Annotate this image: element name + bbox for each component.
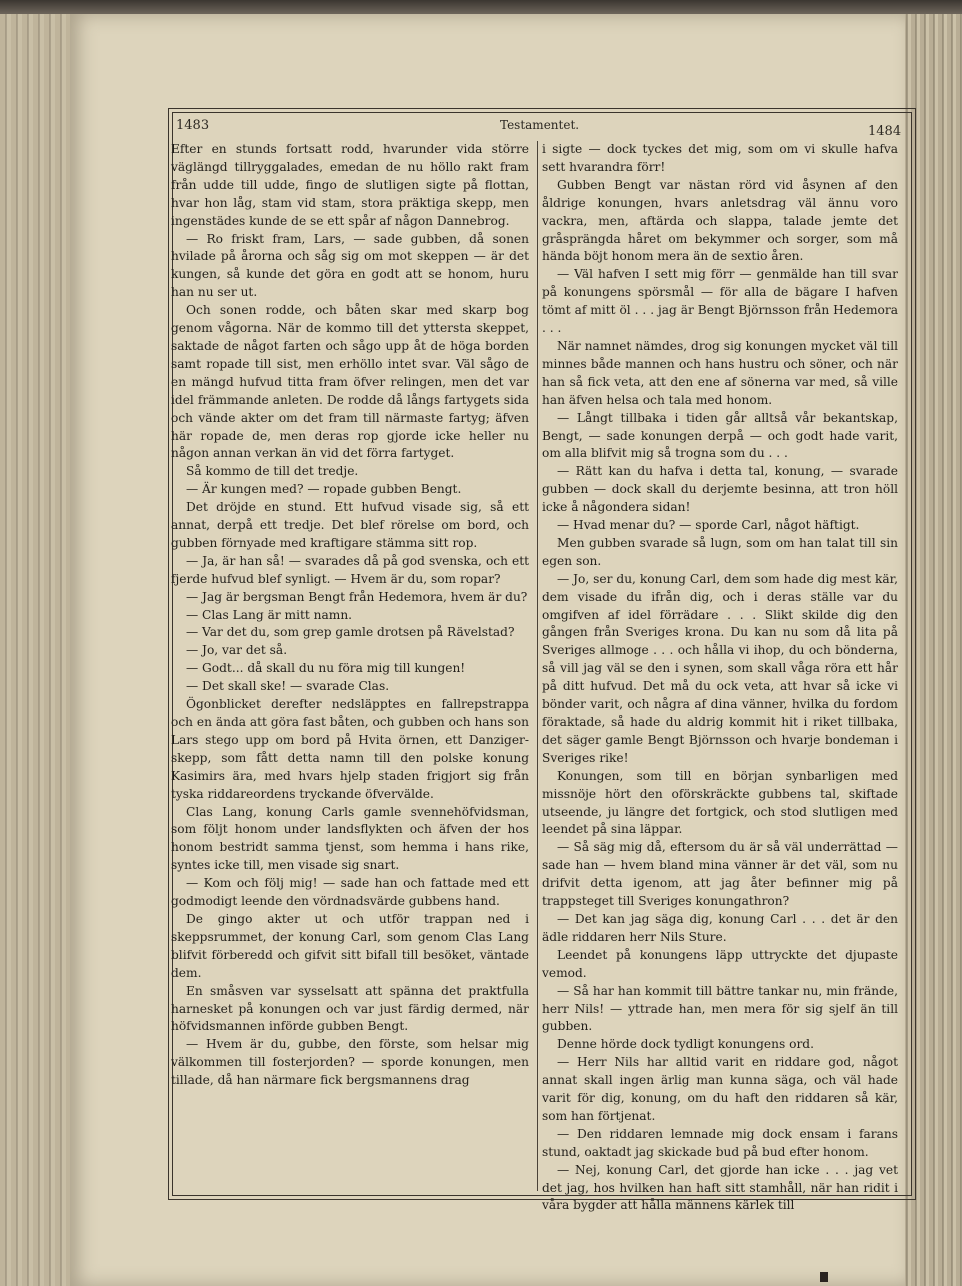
column-divider [537,141,538,1191]
paragraph: — Nej, konung Carl, det gjorde han icke . . . jag vet det jag, hos hvilken han haft sitt stamhåll, när han ridit i våra bygder att hålla männens kärlek till [542,1162,898,1213]
paragraph: Clas Lang, konung Carls gamle svennehöfvidsman, som följt honom under landsflykten och äfven der hos honom bestridt samma tjenst, som hemma i hans rike, syntes icke till, men visade sig snart. [171,804,529,873]
scan-corner-mark [820,1272,828,1282]
paragraph: — Herr Nils har alltid varit en riddare god, något annat skall ingen ärlig man kunna säga, och väl hade varit för dig, konung, om du haft den riddaren så kär, som han förtjenat. [542,1055,898,1123]
page-number-right: 1484 [868,124,902,139]
paragraph: — Hvem är du, gubbe, den förste, som helsar mig välkommen till fosterjorden? — sporde konungen, men tillade, då han närmare fick bergsmannens drag [171,1037,529,1088]
paragraph: — Rätt kan du hafva i detta tal, konung, — svarade gubben — dock skall du derjemte besinna, att tron höll icke å någondera sidan! [542,464,898,515]
paragraph: Men gubben svarade så lugn, som om han talat till sin egen son. [542,535,898,568]
text-column-left [171,141,529,1191]
paragraph: — Väl hafven I sett mig förr — genmälde han till svar på konungens spörsmål — för alla de bägare I hafven tömt af mitt öl . . . jag är Bengt Björnsson från Hedemora . . . [542,267,898,336]
paragraph: — Så har han kommit till bättre tankar nu, min frände, herr Nils! — yttrade han, men mera för sig sjelf än till gubben. [542,983,898,1034]
text-column-right [542,141,898,1213]
paragraph: — Kom och följ mig! — sade han och fattade med ett godmodigt leende den vördnadsvärde gubbens hand. [171,876,529,909]
paragraph: Denne hörde dock tydligt konungens ord. [557,1037,814,1052]
scan-top-edge [0,0,962,14]
paragraph: Det dröjde en stund. Ett hufvud visade sig, så ett annat, derpå ett tredje. Det blef rörelse om bord, och gubben förnyade med kraftigare stämma sitt rop. [171,500,529,550]
paragraph: — Jag är bergsman Bengt från Hedemora, hvem är du? [186,589,528,604]
paragraph: i sigte — dock tyckes det mig, som om vi skulle hafva sett hvarandra förr! [542,142,898,174]
stacked-page-edges-left [0,14,70,1286]
paragraph: — Det kan jag säga dig, konung Carl . . . det är den ädle riddaren herr Nils Sture. [542,911,898,944]
paragraph: Leendet på konungens läpp uttryckte det djupaste vemod. [542,947,898,980]
paragraph: — Den riddaren lemnade mig dock ensam i farans stund, oaktadt jag skickade bud på bud efter honom. [542,1126,898,1159]
paragraph: Så kommo de till det tredje. [186,464,359,479]
paragraph: — Så säg mig då, eftersom du är så väl underrättad — sade han — hvem bland mina vänner är det väl, som nu drifvit detta igenom, att jag åter befinner mig på trappsteget till Sveriges konungathron? [542,840,898,909]
paragraph: Ögonblicket derefter nedsläpptes en fallrepstrappa och en ända att göra fast båten, och gubben och hans son Lars stego upp om bord på Hvita örnen, ett Danziger-skepp, som fått detta namn till den polske konung Kasimirs ära, med hvars hjelp staden frigjort sig från tyska riddareordens tryckande öfvervälde. [171,697,529,801]
page-number-left: 1483 [176,118,210,133]
paragraph: Efter en stunds fortsatt rodd, hvarunder vida större väglängd tillryggalades, emedan de nu höllo rakt fram från udde till udde, fingo de slutligen sigte på flottan, hvar hon låg, stam vid stam, stora präktiga skepp, men ingenstädes kunde de se ett spår af någon Dannebrog. [171,142,529,228]
paragraph: Konungen, som till en början synbarligen med missnöje hört den oförskräckte gubbens tal, skiftade utseende, ju längre det fortgick, och stod slutligen med leendet på sina läppar. [542,768,898,837]
paragraph: — Ro friskt fram, Lars, — sade gubben, då sonen hvilade på årorna och såg sig om mot skeppen — är det kungen, så kunde det göra en godt att se honom, huru han nu ser ut. [171,231,529,300]
paragraph: — Jo, var det så. [186,643,288,658]
paragraph: — Hvad menar du? — sporde Carl, något häftigt. [557,518,860,533]
paragraph: När namnet nämdes, drog sig konungen mycket väl till minnes både mannen och hans hustru och söner, och när han så fick veta, att den ene af sönerna var med, så ville han äfven helsa och tala med honom. [542,338,898,407]
paragraph: — Det skall ske! — svarade Clas. [186,679,390,694]
paragraph: En småsven var sysselsatt att spänna det praktfulla harnesket på konungen och var just färdig dermed, när höfvidsmannen införde gubben Bengt. [171,983,529,1034]
paragraph: Gubben Bengt var nästan rörd vid åsynen af den åldrige konungen, hvars anletsdrag väl ännu voro vackra, men, aftärda och slappa, talade jemte det gråsprängda håret om bekymmer och sorger, som må hända böjt honom mera än de sextio åren. [542,177,898,264]
paragraph: — Ja, är han så! — svarades då på god svenska, och ett fjerde hufvud blef synligt. — Hvem är du, som ropar? [171,553,529,586]
paragraph: De gingo akter ut och utför trappan ned i skeppsrummet, der konung Carl, som genom Clas Lang blifvit förberedd och gifvit sitt bifall till besöket, väntade dem. [171,911,529,980]
running-title: Testamentet. [500,118,580,132]
paragraph: — Jo, ser du, konung Carl, dem som hade dig mest kär, dem visade du ifrån dig, och i deras ställe var du omgifven af idel förrädare . . . Slikt skilde dig den gången från Sveriges krona. Du kan nu som då lita på Sveriges allmoge . . . och hålla vi ihop, du och bönderna, så vill jag väl se den i synen, som skall våga röra ett hår på ditt hufvud. Det må du ock veta, att hvar så icke vi bönder varit, och några af dina vänner, hvilka du fordom föraktade, så hade du aldrig kommit hit i riket tillbaka, det säger gamle Bengt Björnsson och hvarje bondeman i Sveriges rike! [542,571,898,765]
paragraph: — Godt... då skall du nu föra mig till kungen! [186,661,466,676]
paragraph: Och sonen rodde, och båten skar med skarp bog genom vågorna. När de kommo till det yttersta skeppet, saktade de något farten och sågo upp åt de höga borden samt ropade till sist, men erhöllo intet svar. Väl sågo de en mängd hufvud titta fram öfver relingen, men det var idel främmande anleten. De rodde då långs fartygets sida och vände akter om det fram till närmaste fartyg; äfven här ropade de, men deras rop gjorde icke heller nu någon annan verkan än vid det förra fartyget. [171,303,529,461]
paragraph: — Är kungen med? — ropade gubben Bengt. [186,482,462,497]
paragraph: — Långt tillbaka i tiden går alltså vår bekantskap, Bengt, — sade konungen derpå — och godt hade varit, om alla blifvit mig så trogna som du . . . [542,410,898,461]
paragraph: — Clas Lang är mitt namn. [186,607,353,622]
paragraph: — Var det du, som grep gamle drotsen på Rävelstad? [186,625,515,640]
